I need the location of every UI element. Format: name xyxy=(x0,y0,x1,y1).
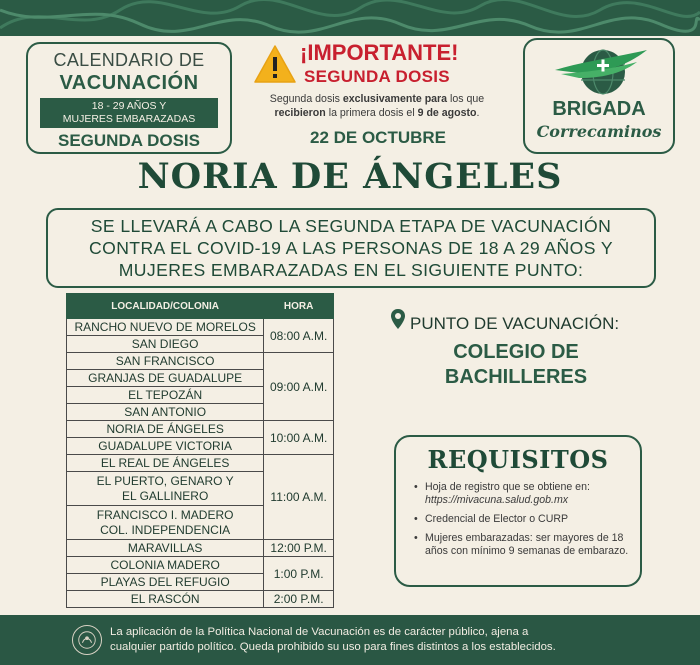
locality-cell: MARAVILLAS xyxy=(67,540,264,557)
info-box xyxy=(46,208,656,288)
locality-cell: NORIA DE ÁNGELES xyxy=(67,421,264,438)
calendar-vaccination: VACUNACIÓN xyxy=(59,72,199,94)
locality-cell: EL RASCÓN xyxy=(67,591,264,608)
warning-icon xyxy=(254,44,296,84)
requirement-text: Hoja de registro que se obtiene en: xyxy=(425,481,590,493)
important-title: ¡IMPORTANTE! xyxy=(300,40,459,65)
locality-line: FRANCISCO I. MADERO xyxy=(96,507,234,522)
registration-link[interactable]: https://mivacuna.salud.gob.mx xyxy=(425,494,569,506)
age-band-line2: MUJERES EMBARAZADAS xyxy=(62,113,196,125)
list-item: • Credencial de Elector o CURP xyxy=(414,513,639,526)
locality-cell: GRANJAS DE GUADALUPE xyxy=(67,370,264,387)
vaccination-point-name xyxy=(396,340,636,390)
brigade-subtitle: Correcaminos xyxy=(536,122,662,141)
requirements-title: REQUISITOS xyxy=(427,445,609,474)
table-row xyxy=(67,540,334,557)
locality-cell: RANCHO NUEVO DE MORELOS xyxy=(67,319,264,336)
footer-line1: La aplicación de la Política Nacional de Vacunación es de carácter público, ajena a xyxy=(110,626,529,638)
locality-cell: EL TEPOZÁN xyxy=(67,387,264,404)
info-line3: MUJERES EMBARAZADAS EN EL SIGUIENTE PUNTO: xyxy=(118,260,584,280)
hour-cell: 09:00 A.M. xyxy=(264,353,334,421)
table-row xyxy=(67,421,334,438)
brigade-title: BRIGADA xyxy=(552,98,646,120)
important-description xyxy=(244,92,510,120)
info-line1: SE LLEVARÁ A CABO LA SEGUNDA ETAPA DE VACUNACIÓN xyxy=(90,216,612,236)
desc-bold2: recibieron xyxy=(274,107,326,119)
hour-cell: 12:00 P.M. xyxy=(264,540,334,557)
locality-cell: SAN DIEGO xyxy=(67,336,264,353)
location-pin-icon xyxy=(390,308,406,330)
calendar-age-band xyxy=(40,98,218,128)
requirements-box xyxy=(394,435,642,587)
calendar-title: CALENDARIO DE xyxy=(53,50,205,70)
locality-line: EL PUERTO, GENARO Y xyxy=(96,473,234,488)
government-seal-icon xyxy=(72,625,102,655)
desc-part2: los que xyxy=(447,93,485,105)
point-name-line1: COLEGIO DE xyxy=(453,341,579,363)
list-item: • Mujeres embarazadas: ser mayores de 18 años con mínimo 9 semanas de embarazo. xyxy=(414,532,639,558)
locality-cell: EL REAL DE ÁNGELES xyxy=(67,455,264,472)
locality-line: EL GALLINERO xyxy=(122,488,209,503)
hour-cell: 2:00 P.M. xyxy=(264,591,334,608)
locality-cell xyxy=(67,506,264,540)
table-header-row xyxy=(67,294,334,319)
top-decorative-band xyxy=(0,0,700,36)
locality-cell: COLONIA MADERO xyxy=(67,557,264,574)
age-band-line1: 18 - 29 AÑOS Y xyxy=(91,100,167,112)
calendar-box xyxy=(26,42,232,154)
calendar-dose: SEGUNDA DOSIS xyxy=(57,131,200,150)
locality-cell: SAN ANTONIO xyxy=(67,404,264,421)
table-row xyxy=(67,319,334,336)
list-item xyxy=(414,481,639,507)
seal-emblem-icon xyxy=(76,629,98,651)
event-date: 22 DE OCTUBRE xyxy=(309,128,447,147)
vaccination-point-label: PUNTO DE VACUNACIÓN: xyxy=(410,314,620,333)
locality-cell: SAN FRANCISCO xyxy=(67,353,264,370)
schedule-table xyxy=(66,293,334,608)
hour-cell: 08:00 A.M. xyxy=(264,319,334,353)
column-header-hour: HORA xyxy=(264,294,334,319)
table-row xyxy=(67,353,334,370)
locality-line: COL. INDEPENDENCIA xyxy=(100,522,231,537)
desc-part4: . xyxy=(476,107,480,119)
brigade-box xyxy=(523,38,675,154)
table-row xyxy=(67,591,334,608)
ornament-pattern-icon xyxy=(0,0,700,36)
desc-part3: la primera dosis el xyxy=(325,107,418,119)
place-heading: NORIA DE ÁNGELES xyxy=(137,156,563,197)
brigade-globe-icon xyxy=(551,44,651,96)
column-header-locality: LOCALIDAD/COLONIA xyxy=(67,294,264,319)
footer-disclaimer xyxy=(110,625,650,655)
point-name-line2: BACHILLERES xyxy=(444,366,588,388)
table-row xyxy=(67,557,334,574)
footer-band xyxy=(0,615,700,665)
table-row xyxy=(67,455,334,472)
footer-line2: cualquier partido político. Queda prohibido su uso para fines distintos a los establecidos. xyxy=(110,641,556,653)
important-subtitle: SEGUNDA DOSIS xyxy=(304,67,450,86)
hour-cell: 1:00 P.M. xyxy=(264,557,334,591)
hour-cell: 10:00 A.M. xyxy=(264,421,334,455)
info-line2: CONTRA EL COVID-19 A LAS PERSONAS DE 18 A 29 AÑOS Y xyxy=(89,238,613,258)
desc-bold1: exclusivamente para xyxy=(342,93,448,105)
desc-bold3: 9 de agosto xyxy=(417,107,477,119)
locality-cell: PLAYAS DEL REFUGIO xyxy=(67,574,264,591)
desc-part1: Segunda dosis xyxy=(269,93,343,105)
locality-cell: GUADALUPE VICTORIA xyxy=(67,438,264,455)
locality-cell xyxy=(67,472,264,506)
hour-cell: 11:00 A.M. xyxy=(264,455,334,540)
requirements-list xyxy=(414,481,639,564)
